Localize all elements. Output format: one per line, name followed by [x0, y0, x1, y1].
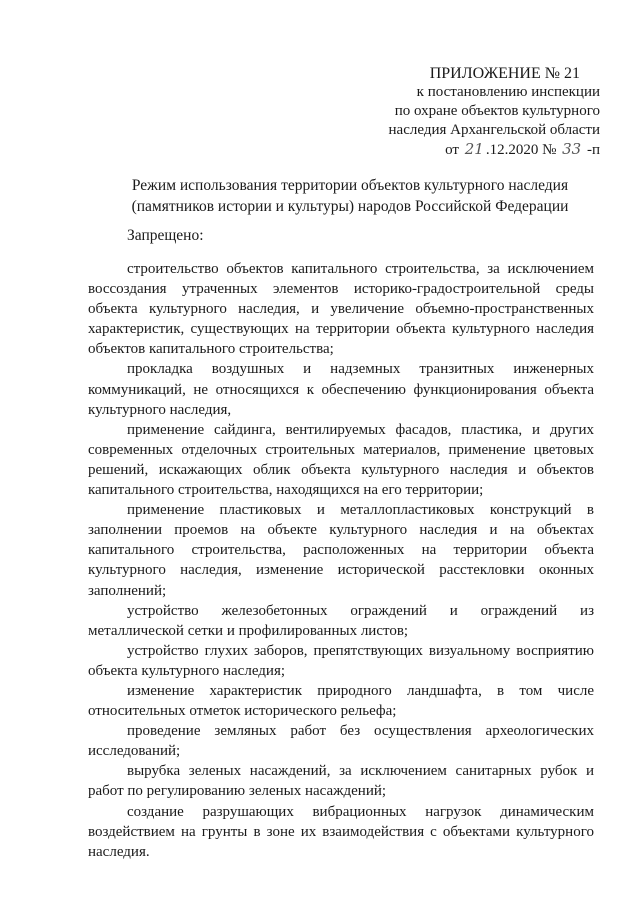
document-title-line-2: (памятников истории и культуры) народов Российской Федерации: [131, 198, 569, 215]
appendix-header: [360, 64, 600, 160]
restriction-item: прокладка воздушных и надземных транзитных инженерных коммуникаций, не относящихся к обеспечению функционирования объекта культурного наследия,: [88, 361, 594, 418]
number-suffix: -п: [586, 142, 600, 158]
restriction-item: устройство железобетонных ограждений и ограждений из металлической сетки и профилированных листов;: [88, 602, 594, 639]
document-title-line-1: Режим использования территории объектов культурного наследия: [131, 177, 569, 194]
restriction-item: изменение характеристик природного ландшафта, в том числе относительных отметок исторического рельефа;: [88, 682, 594, 720]
appendix-title: ПРИЛОЖЕНИЕ № 21: [429, 65, 580, 82]
appendix-line-2: к постановлению инспекции: [416, 84, 600, 100]
date-prefix: от: [445, 142, 459, 158]
document-title: [100, 175, 600, 217]
appendix-date-line: [360, 140, 600, 160]
handwritten-day: 21: [464, 140, 484, 158]
handwritten-number: 33: [562, 140, 582, 158]
prohibited-label: Запрещено:: [127, 227, 204, 244]
restriction-item: устройство глухих заборов, препятствующих визуальному восприятию объекта культурного наследия;: [88, 642, 594, 679]
restriction-item: применение пластиковых и металлопластиковых конструкций в заполнении проемов на объекте культурного наследия и на объектах капитального строительства, расположенных на территории объекта культурного наследия, изменение исторической расстекловки оконных заполнений;: [88, 502, 594, 599]
restriction-item: применение сайдинга, вентилируемых фасадов, пластика, и других современных отделочных строительных материалов, применение цветовых решений, искажающих облик объекта культурного наследия и объектов капитального строительства, находящихся на его территории;: [88, 421, 594, 499]
restriction-item: строительство объектов капитального строительства, за исключением воссоздания утраченных элементов историко-градостроительной среды объекта культурного наследия, и увеличение объемно-пространственных характеристик, существующих на территории объекта культурного наследия объектов капитального строительства;: [88, 261, 594, 358]
date-rest: .12.2020 №: [485, 142, 557, 158]
restrictions-list: [88, 259, 594, 862]
restriction-item: проведение земляных работ без осуществления археологических исследований;: [88, 723, 594, 760]
appendix-line-4: наследия Архангельской области: [388, 122, 600, 138]
restriction-item: создание разрушающих вибрационных нагрузок динамическим воздействием на грунты в зоне их взаимодействия с объектами культурного наследия.: [88, 803, 594, 860]
restriction-item: вырубка зеленых насаждений, за исключением санитарных рубок и работ по регулированию зеленых насаждений;: [88, 763, 594, 800]
appendix-line-3: по охране объектов культурного: [394, 103, 600, 119]
